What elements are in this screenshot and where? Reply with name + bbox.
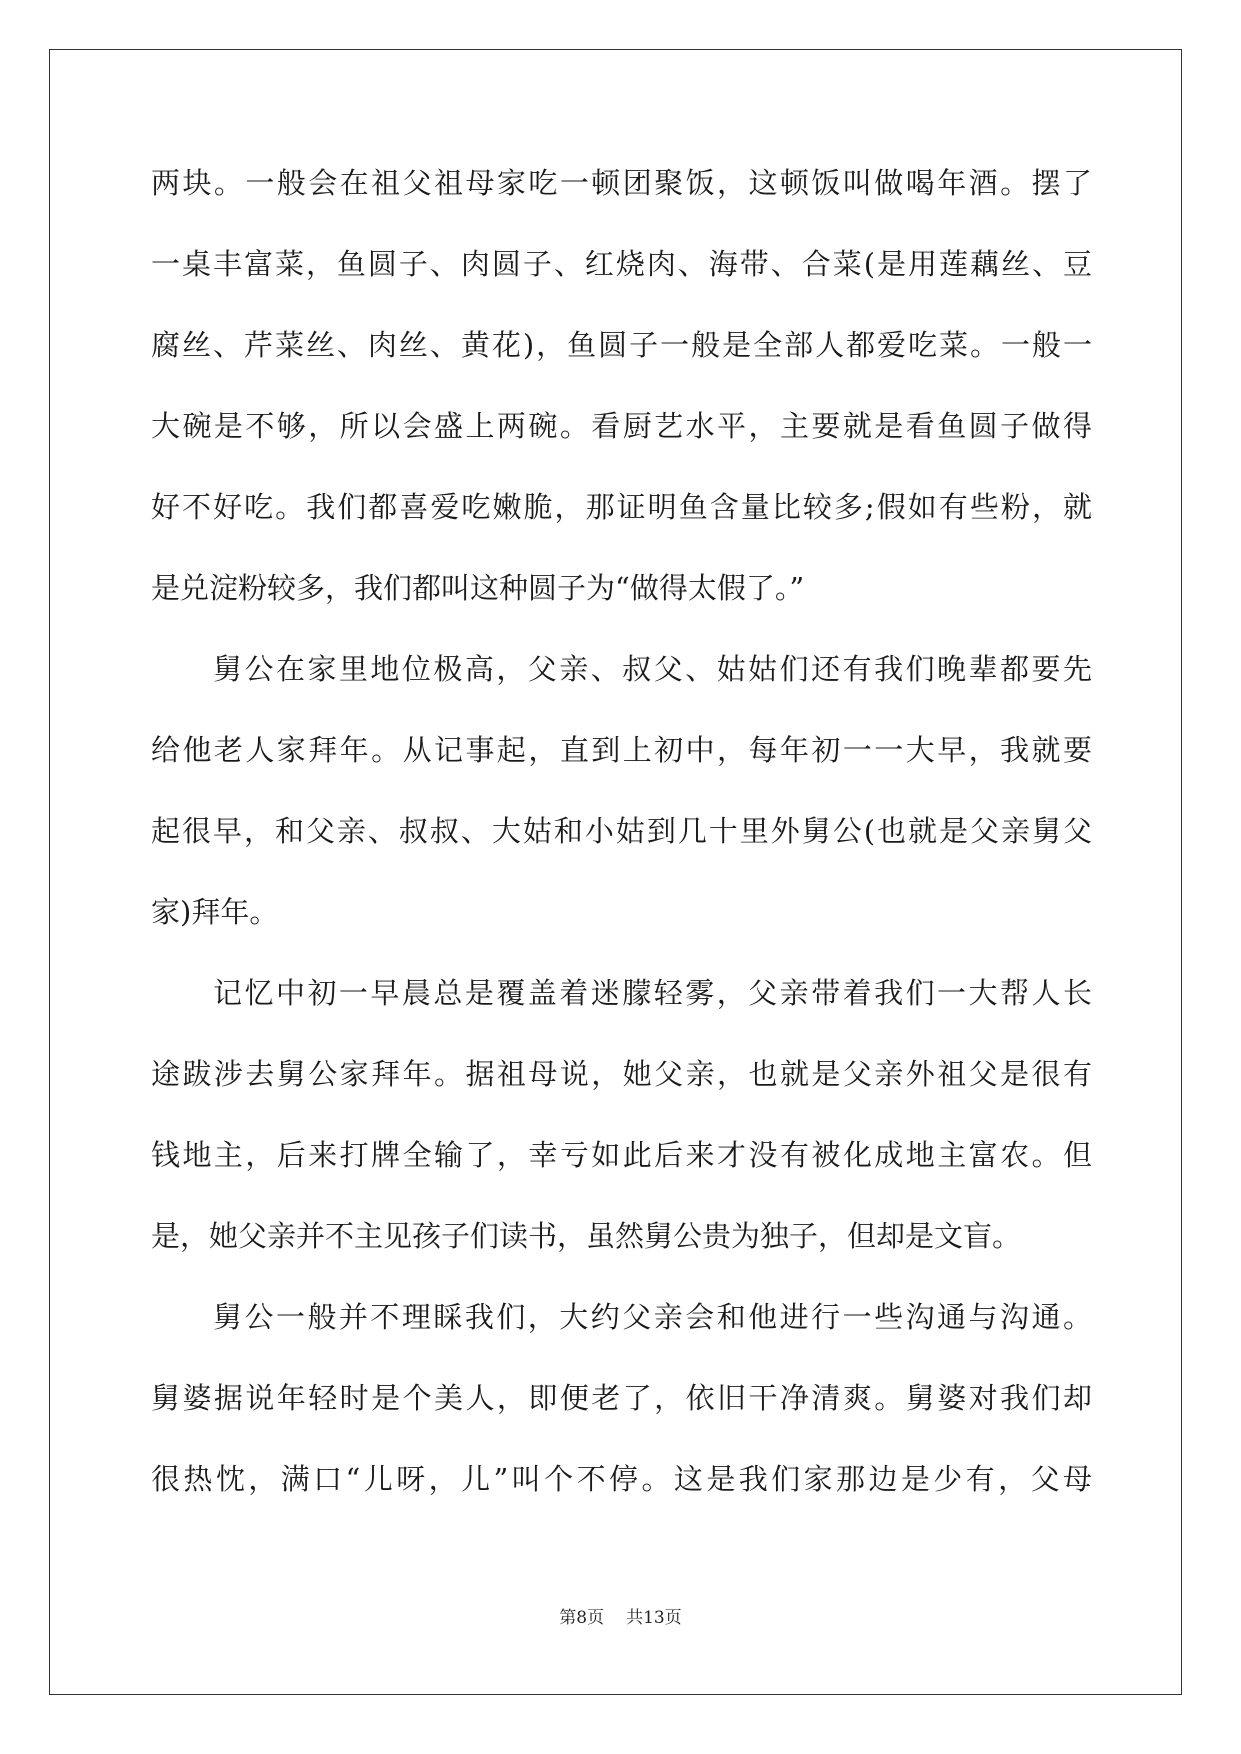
text-line: 一桌丰富菜，鱼圆子、肉圆子、红烧肉、海带、合菜(是用莲藕丝、豆: [151, 247, 1092, 281]
text-line: 给他老人家拜年。从记事起，直到上初中，每年初一一大早，我就要: [151, 733, 1092, 767]
total-pages-label: 共13页: [626, 1608, 682, 1628]
text-line: 是兑淀粉较多，我们都叫这种圆子为“做得太假了。”: [151, 571, 805, 605]
text-line: 大碗是不够，所以会盛上两碗。看厨艺水平，主要就是看鱼圆子做得: [151, 409, 1092, 443]
text-line: 腐丝、芹菜丝、肉丝、黄花)，鱼圆子一般是全部人都爱吃菜。一般一: [151, 328, 1092, 362]
text-line: 是，她父亲并不主见孩子们读书，虽然舅公贵为独子，但却是文盲。: [151, 1219, 1022, 1253]
text-line: 钱地主，后来打牌全输了，幸亏如此后来才没有被化成地主富农。但: [151, 1138, 1092, 1172]
document-body: [151, 150, 1092, 1527]
text-line: 舅公一般并不理睬我们，大约父亲会和他进行一些沟通与沟通。: [213, 1300, 1092, 1334]
text-line: 舅公在家里地位极高，父亲、叔父、姑姑们还有我们晚辈都要先: [213, 652, 1092, 686]
text-line: 记忆中初一早晨总是覆盖着迷朦轻雾，父亲带着我们一大帮人长: [213, 976, 1092, 1010]
text-line: 两块。一般会在祖父祖母家吃一顿团聚饭，这顿饭叫做喝年酒。摆了: [151, 166, 1092, 200]
page-footer: [0, 1607, 1241, 1629]
text-line: 起很早，和父亲、叔叔、大姑和小姑到几十里外舅公(也就是父亲舅父: [151, 814, 1092, 848]
text-line: 家)拜年。: [151, 895, 279, 929]
text-line: 途跋涉去舅公家拜年。据祖母说，她父亲，也就是父亲外祖父是很有: [151, 1057, 1092, 1091]
text-line: 很热忱，满口“儿呀，儿”叫个不停。这是我们家那边是少有，父母: [151, 1462, 1092, 1496]
current-page-label: 第8页: [559, 1608, 605, 1628]
text-line: 舅婆据说年轻时是个美人，即便老了，依旧干净清爽。舅婆对我们却: [151, 1381, 1092, 1415]
text-line: 好不好吃。我们都喜爱吃嫩脆，那证明鱼含量比较多;假如有些粉，就: [151, 490, 1092, 524]
